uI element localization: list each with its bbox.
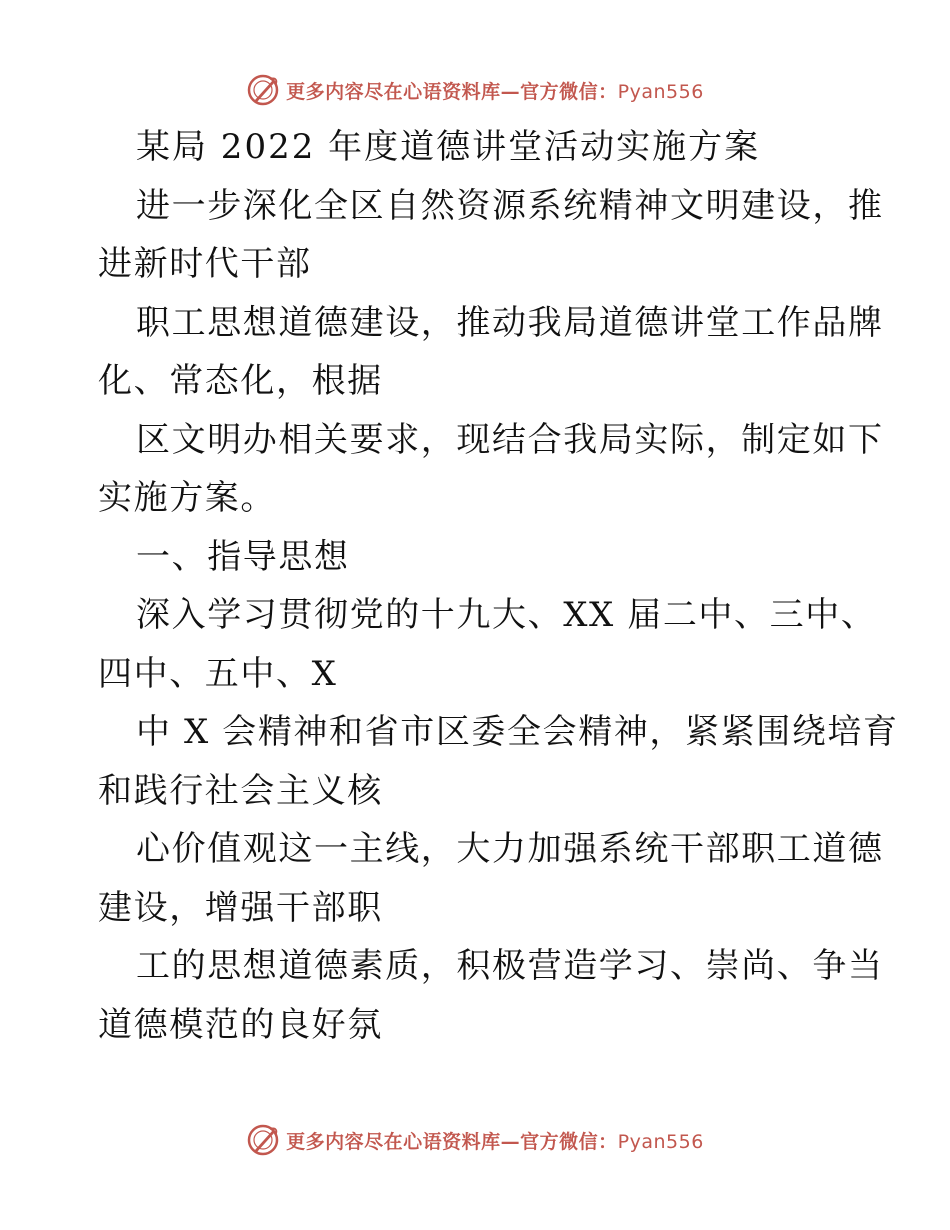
quill-seal-icon <box>246 1123 280 1157</box>
watermark-account: Pyan556 <box>617 80 704 103</box>
section-heading: 一、指导思想 <box>136 536 350 577</box>
document-body <box>98 118 899 1054</box>
paragraph-line: 心价值观这一主线，大力加强系统干部职工道德 <box>136 829 884 869</box>
document-title: 某局 2022 年度道德讲堂活动实施方案 <box>136 127 761 167</box>
paragraph-line: 中 X 会精神和省市区委全会精神，紧紧围绕培育 <box>136 712 899 752</box>
paragraph-line: 道德模范的良好氛 <box>98 1004 383 1045</box>
paragraph-line: 工的思想道德素质，积极营造学习、崇尚、争当 <box>136 946 884 986</box>
quill-seal-icon <box>246 73 280 107</box>
paragraph-line: 和践行社会主义核 <box>98 770 383 811</box>
paragraph-line: 职工思想道德建设，推动我局道德讲堂工作品牌 <box>136 302 884 343</box>
paragraph-line: 四中、五中、X <box>98 653 338 694</box>
watermark-banner-top <box>0 70 950 110</box>
paragraph-line: 区文明办相关要求，现结合我局实际，制定如下 <box>136 419 884 460</box>
watermark-text: 更多内容尽在心语资料库—官方微信： <box>286 80 618 103</box>
paragraph-line: 实施方案。 <box>98 478 276 518</box>
paragraph-line: 进一步深化全区自然资源系统精神文明建设，推 <box>136 185 884 226</box>
watermark-text: 更多内容尽在心语资料库—官方微信： <box>286 1130 618 1153</box>
paragraph-line: 建设，增强干部职 <box>98 887 383 928</box>
watermark-banner-bottom <box>0 1120 950 1160</box>
paragraph-line: 深入学习贯彻党的十九大、XX 届二中、三中、 <box>136 595 877 635</box>
paragraph-line: 化、常态化，根据 <box>98 361 383 401</box>
paragraph-line: 进新时代干部 <box>98 244 312 284</box>
watermark-account: Pyan556 <box>617 1130 704 1153</box>
